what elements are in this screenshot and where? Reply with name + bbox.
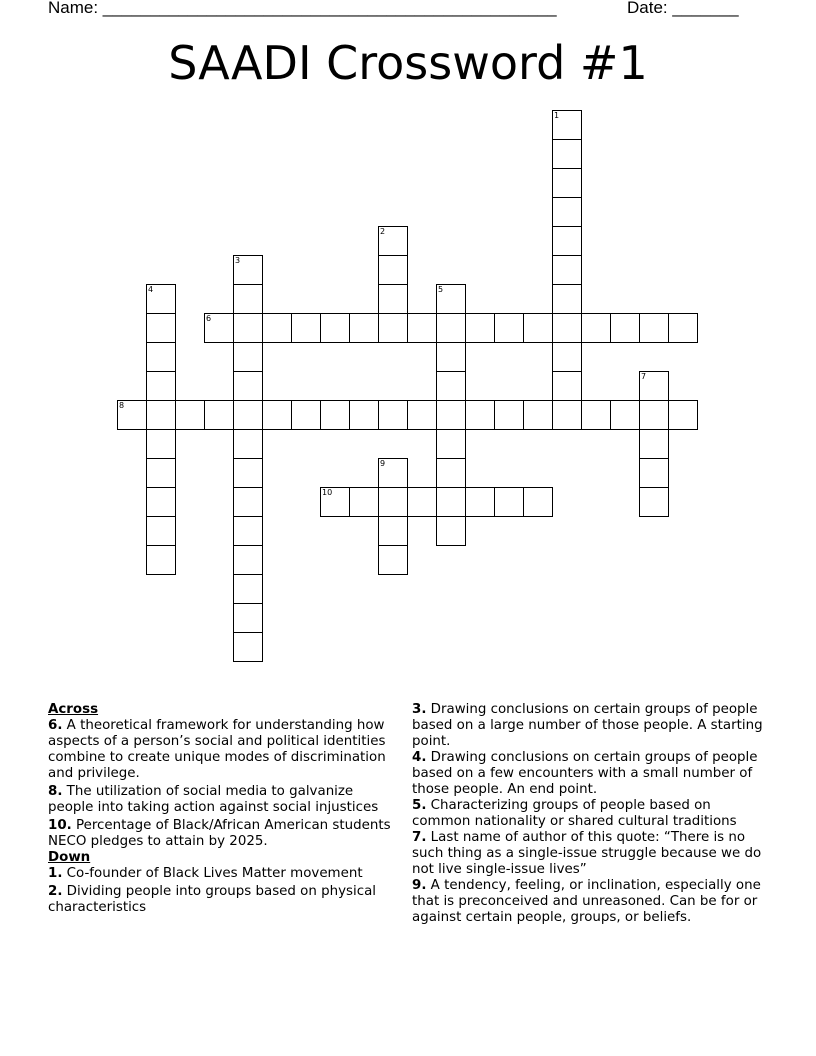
crossword-cell[interactable]	[291, 400, 321, 430]
crossword-cell[interactable]	[610, 400, 640, 430]
clues-column-left	[48, 702, 400, 918]
crossword-cell[interactable]	[465, 313, 495, 343]
clue-number-label: 8	[119, 401, 125, 410]
clue-number: 10.	[48, 818, 72, 833]
crossword-cell[interactable]	[320, 487, 350, 517]
crossword-cell[interactable]	[146, 284, 176, 314]
clue-text: Drawing conclusions on certain groups of people based on a large number of those people. A starting point.	[412, 702, 763, 749]
crossword-cell[interactable]	[378, 284, 408, 314]
crossword-cell[interactable]	[146, 313, 176, 343]
crossword-cell[interactable]	[407, 400, 437, 430]
crossword-cell[interactable]	[552, 226, 582, 256]
crossword-cell[interactable]	[378, 487, 408, 517]
clue-down-2	[48, 884, 400, 916]
crossword-cell[interactable]	[233, 603, 263, 633]
crossword-cell[interactable]	[436, 313, 466, 343]
crossword-cell[interactable]	[117, 400, 147, 430]
clue-number-label: 9	[380, 459, 386, 468]
crossword-cell[interactable]	[146, 429, 176, 459]
clue-number: 5.	[412, 798, 427, 813]
crossword-cell[interactable]	[349, 400, 379, 430]
clue-down-7	[412, 830, 772, 878]
clue-text: A theoretical framework for understanding how aspects of a person’s social and political identities combine to create unique modes of discrimination and privilege.	[48, 718, 386, 781]
crossword-cell[interactable]	[407, 313, 437, 343]
clue-text: Percentage of Black/African American students NECO pledges to attain by 2025.	[48, 818, 391, 849]
clue-text: Dividing people into groups based on physical characteristics	[48, 884, 376, 915]
clue-text: Last name of author of this quote: “There is no such thing as a single-issue struggle because we do not live single-issue lives”	[412, 830, 762, 877]
crossword-cell[interactable]	[494, 487, 524, 517]
clue-number: 3.	[412, 702, 427, 717]
crossword-cell[interactable]	[204, 400, 234, 430]
crossword-cell[interactable]	[320, 313, 350, 343]
crossword-cell[interactable]	[436, 400, 466, 430]
clue-number-label: 10	[322, 488, 333, 497]
date-field-label: Date: _______	[627, 0, 739, 17]
crossword-cell[interactable]	[523, 400, 553, 430]
crossword-cell[interactable]	[407, 487, 437, 517]
crossword-cell[interactable]	[378, 458, 408, 488]
crossword-cell[interactable]	[552, 342, 582, 372]
crossword-cell[interactable]	[436, 371, 466, 401]
clue-down-3	[412, 702, 772, 750]
crossword-cell[interactable]	[146, 371, 176, 401]
crossword-cell[interactable]	[233, 255, 263, 285]
clue-down-1	[48, 866, 400, 882]
crossword-cell[interactable]	[262, 400, 292, 430]
crossword-cell[interactable]	[233, 545, 263, 575]
clue-number-label: 5	[438, 285, 444, 294]
crossword-cell[interactable]	[378, 226, 408, 256]
crossword-cell[interactable]	[146, 545, 176, 575]
crossword-cell[interactable]	[581, 400, 611, 430]
crossword-cell[interactable]	[552, 313, 582, 343]
clue-number-label: 7	[641, 372, 647, 381]
crossword-cell[interactable]	[552, 168, 582, 198]
crossword-cell[interactable]	[378, 516, 408, 546]
crossword-cell[interactable]	[436, 516, 466, 546]
clue-down-4	[412, 750, 772, 798]
crossword-cell[interactable]	[233, 313, 263, 343]
clue-number: 6.	[48, 718, 63, 733]
clue-down-5	[412, 798, 772, 830]
crossword-cell[interactable]	[320, 400, 350, 430]
down-heading: Down	[48, 850, 91, 865]
clue-number-label: 4	[148, 285, 154, 294]
crossword-cell[interactable]	[233, 574, 263, 604]
crossword-cell[interactable]	[204, 313, 234, 343]
crossword-cell[interactable]	[146, 487, 176, 517]
crossword-cell[interactable]	[639, 313, 669, 343]
crossword-cell[interactable]	[378, 545, 408, 575]
name-field-label: Name: ________________________________________________	[48, 0, 557, 17]
puzzle-title: SAADI Crossword #1	[168, 36, 648, 90]
crossword-cell[interactable]	[552, 197, 582, 227]
crossword-cell[interactable]	[436, 458, 466, 488]
crossword-cell[interactable]	[262, 313, 292, 343]
crossword-cell[interactable]	[552, 139, 582, 169]
crossword-cell[interactable]	[233, 516, 263, 546]
crossword-cell[interactable]	[668, 313, 698, 343]
crossword-cell[interactable]	[552, 255, 582, 285]
clue-number-label: 1	[554, 111, 560, 120]
clue-text: A tendency, feeling, or inclination, especially one that is preconceived and unreasoned. Can be for or against certain people, groups, or beliefs.	[412, 878, 761, 925]
crossword-cell[interactable]	[146, 516, 176, 546]
crossword-cell[interactable]	[233, 371, 263, 401]
clue-number-label: 2	[380, 227, 386, 236]
crossword-cell[interactable]	[668, 400, 698, 430]
crossword-cell[interactable]	[494, 313, 524, 343]
crossword-cell[interactable]	[175, 400, 205, 430]
crossword-cell[interactable]	[465, 400, 495, 430]
clue-across-6	[48, 718, 400, 782]
crossword-cell[interactable]	[291, 313, 321, 343]
crossword-cell[interactable]	[552, 400, 582, 430]
crossword-cell[interactable]	[233, 487, 263, 517]
crossword-cell[interactable]	[639, 458, 669, 488]
crossword-cell[interactable]	[378, 400, 408, 430]
clue-across-10	[48, 818, 400, 850]
crossword-cell[interactable]	[465, 487, 495, 517]
across-heading: Across	[48, 702, 99, 717]
crossword-cell[interactable]	[233, 284, 263, 314]
clue-number: 4.	[412, 750, 427, 765]
crossword-cell[interactable]	[436, 342, 466, 372]
crossword-cell[interactable]	[233, 400, 263, 430]
crossword-cell[interactable]	[581, 313, 611, 343]
clue-number: 9.	[412, 878, 427, 893]
crossword-cell[interactable]	[494, 400, 524, 430]
crossword-cell[interactable]	[349, 313, 379, 343]
crossword-cell[interactable]	[639, 429, 669, 459]
clue-number-label: 6	[206, 314, 212, 323]
clue-text: Co-founder of Black Lives Matter movement	[66, 866, 363, 881]
clue-text: The utilization of social media to galvanize people into taking action against social injustices	[48, 784, 379, 815]
clues-column-right	[412, 702, 772, 926]
clue-number: 8.	[48, 784, 63, 799]
crossword-cell[interactable]	[436, 487, 466, 517]
crossword-cell[interactable]	[639, 371, 669, 401]
crossword-cell[interactable]	[436, 429, 466, 459]
clue-text: Drawing conclusions on certain groups of people based on a few encounters with a small number of those people. An end point.	[412, 750, 758, 797]
crossword-cell[interactable]	[523, 487, 553, 517]
clue-across-8	[48, 784, 400, 816]
clue-number: 2.	[48, 884, 63, 899]
crossword-cell[interactable]	[349, 487, 379, 517]
clue-number: 1.	[48, 866, 63, 881]
crossword-cell[interactable]	[146, 458, 176, 488]
crossword-cell[interactable]	[552, 371, 582, 401]
crossword-cell[interactable]	[523, 313, 553, 343]
clue-number-label: 3	[235, 256, 241, 265]
crossword-cell[interactable]	[552, 110, 582, 140]
clue-number: 7.	[412, 830, 427, 845]
crossword-cell[interactable]	[233, 632, 263, 662]
crossword-cell[interactable]	[233, 458, 263, 488]
crossword-cell[interactable]	[233, 342, 263, 372]
crossword-cell[interactable]	[378, 255, 408, 285]
clue-text: Characterizing groups of people based on common nationality or shared cultural traditions	[412, 798, 737, 829]
crossword-cell[interactable]	[146, 342, 176, 372]
crossword-cell[interactable]	[610, 313, 640, 343]
crossword-cell[interactable]	[552, 284, 582, 314]
crossword-cell[interactable]	[233, 429, 263, 459]
crossword-cell[interactable]	[378, 313, 408, 343]
crossword-cell[interactable]	[146, 400, 176, 430]
clue-down-9	[412, 878, 772, 926]
crossword-cell[interactable]	[436, 284, 466, 314]
crossword-cell[interactable]	[639, 487, 669, 517]
crossword-cell[interactable]	[639, 400, 669, 430]
